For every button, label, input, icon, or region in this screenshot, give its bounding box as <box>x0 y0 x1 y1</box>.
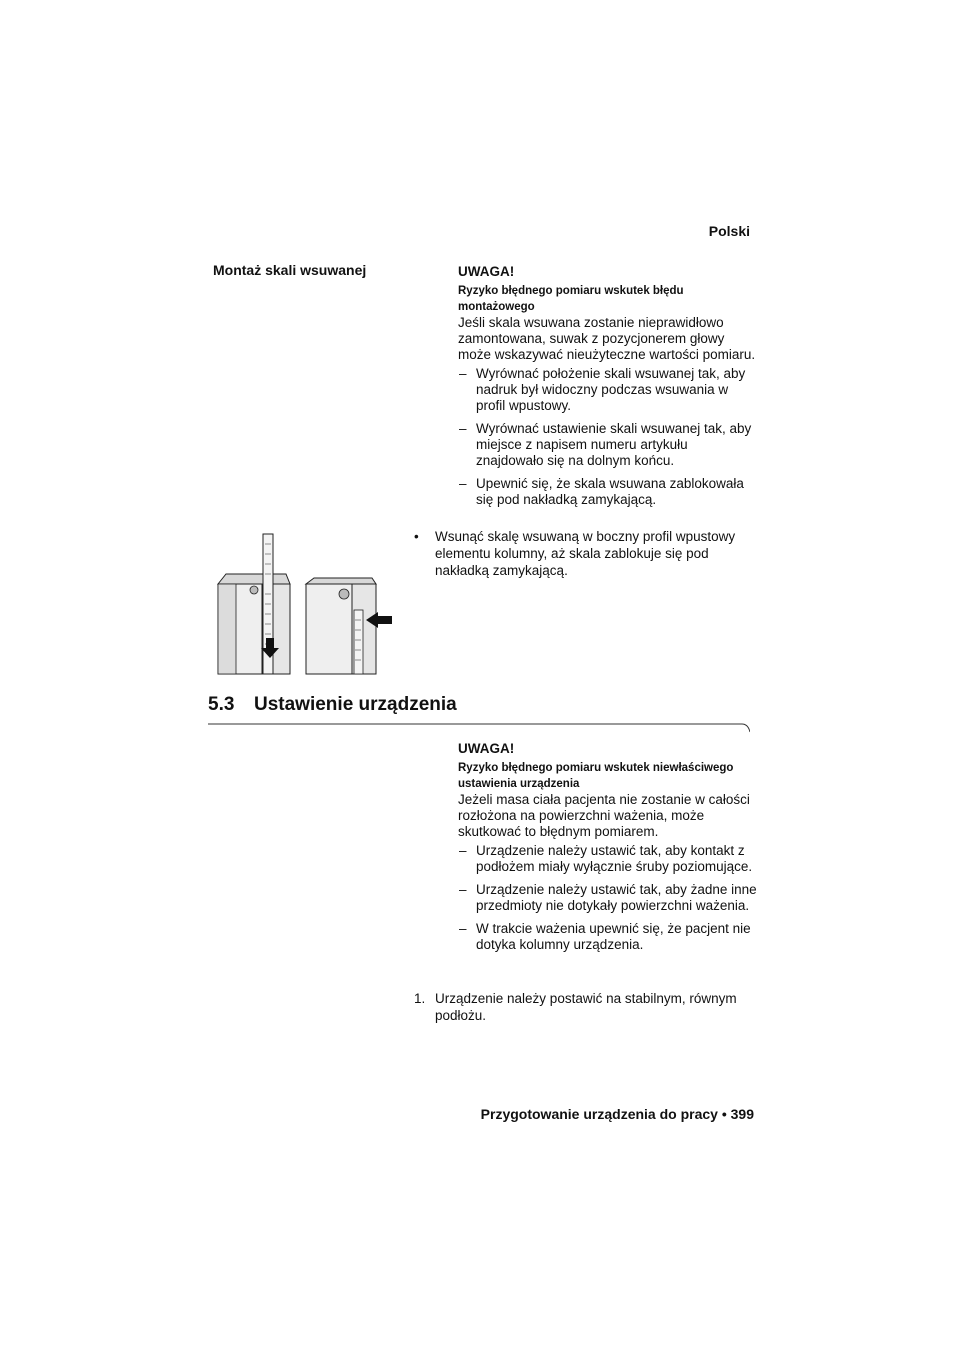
chapter-rule <box>208 722 750 736</box>
warning-subtitle: Ryzyko błędnego pomiaru wskutek niewłaściwego ustawienia urządzenia <box>458 762 734 790</box>
chapter-title: Ustawienie urządzenia <box>254 694 457 715</box>
warning-list <box>458 843 758 953</box>
column-left-drawing <box>218 534 290 674</box>
warning-text: Jeśli skala wsuwana zostanie nieprawidłowo zamontowana, suwak z pozycjonerem głowy może wskazywać nieużyteczne wartości pomiaru. <box>458 315 756 362</box>
warning-text: Jeżeli masa ciała pacjenta nie zostanie w całości rozłożona na powierzchni ważenia, może skutkować to błędnym pomiarem. <box>458 792 750 839</box>
page-footer: Przygotowanie urządzenia do pracy • 399 <box>480 1106 754 1122</box>
instruction-bullet <box>414 528 759 579</box>
warning-list <box>458 366 758 508</box>
language-label: Polski <box>708 223 750 239</box>
column-right-drawing <box>306 578 392 674</box>
scale-mounting-illustration <box>216 530 396 676</box>
chapter-number: 5.3 <box>208 694 235 715</box>
list-item: – Wyrównać położenie skali wsuwanej tak, aby nadruk był widoczny podczas wsuwania w profil wpustowy. <box>458 366 758 414</box>
numbered-step <box>414 990 759 1024</box>
warning-box-mounting <box>458 264 758 515</box>
bullet-mark: • <box>414 529 419 544</box>
list-item: – Upewnić się, że skala wsuwana zablokowała się pod nakładką zamykającą. <box>458 476 758 508</box>
list-item: – Urządzenie należy ustawić tak, aby kontakt z podłożem miały wyłącznie śruby poziomujące. <box>458 843 758 875</box>
bullet-text: Wsunąć skalę wsuwaną w boczny profil wpustowy elementu kolumny, aż skala zablokuje się pod nakładką zamykającą. <box>435 529 736 578</box>
warning-title: UWAGA! <box>458 741 515 756</box>
step-text: Urządzenie należy postawić na stabilnym, równym podłożu. <box>435 991 737 1023</box>
warning-title: UWAGA! <box>458 264 515 279</box>
section-title: Montaż skali wsuwanej <box>213 262 367 278</box>
chapter-heading <box>208 694 457 716</box>
warning-subtitle: Ryzyko błędnego pomiaru wskutek błędu montażowego <box>458 285 684 313</box>
step-number: 1. <box>414 991 426 1006</box>
list-item: – Wyrównać ustawienie skali wsuwanej tak, aby miejsce z napisem numeru artykułu znajdowało się na dolnym końcu. <box>458 421 758 469</box>
warning-box-setup <box>458 741 758 960</box>
list-item: – Urządzenie należy ustawić tak, aby żadne inne przedmioty nie dotykały powierzchni ważenia. <box>458 882 758 914</box>
list-item: – W trakcie ważenia upewnić się, że pacjent nie dotyka kolumny urządzenia. <box>458 921 758 953</box>
